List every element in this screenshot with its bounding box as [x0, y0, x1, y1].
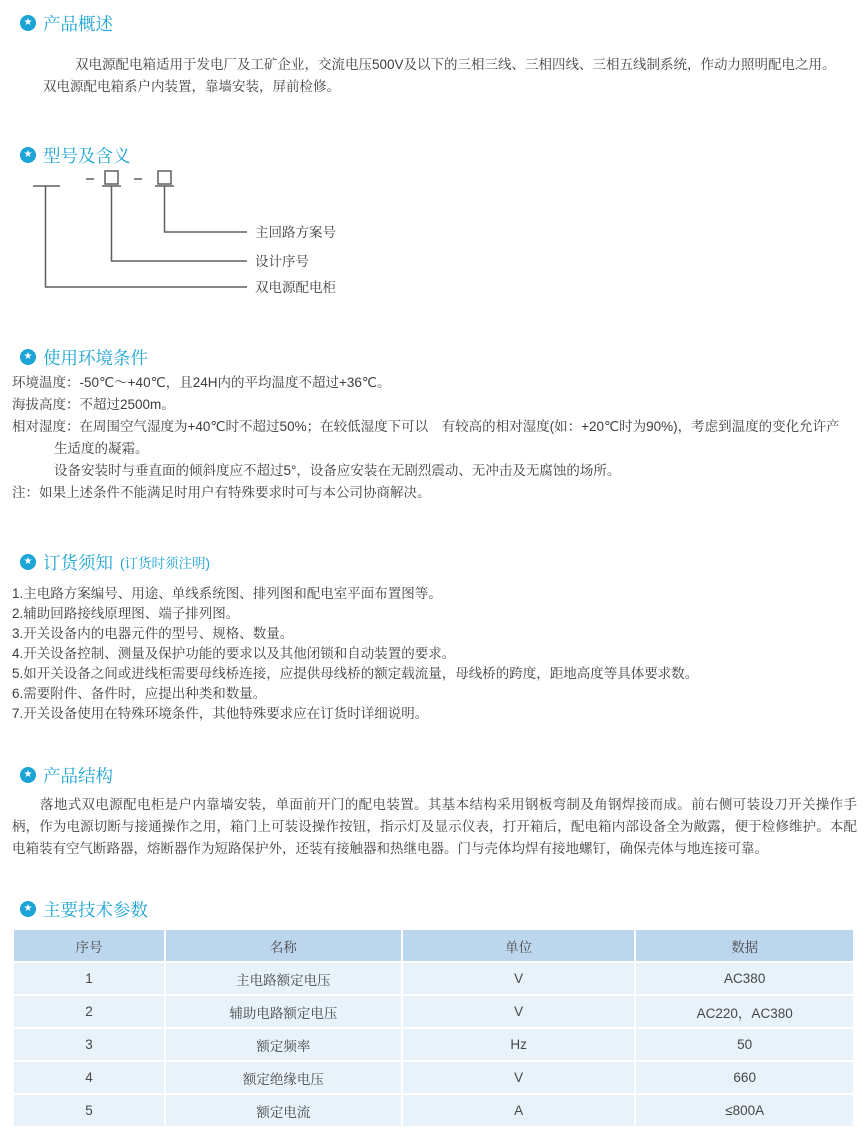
overview-line-2: 双电源配电箱系户内装置，靠墙安装，屏前检修。: [43, 79, 340, 94]
cell-name: 主电路额定电压: [166, 963, 401, 994]
col-header-name: 名称: [166, 930, 401, 961]
section-parameters: [12, 898, 857, 1128]
cell-data: AC220，AC380: [636, 996, 853, 1027]
env-line-temperature: 环境温度：-50℃～+40℃，且24H内的平均温度不超过+36℃。: [12, 375, 391, 390]
env-line-humidity-cont: 生适度的凝霜。: [54, 441, 149, 456]
env-line-humidity: 相对湿度：在周围空气湿度为+40℃时不超过50%；在较低湿度下可以 有较高的相对湿度(如：+20℃时为90%)，考虑到温度的变化允许产: [12, 419, 840, 434]
section-bullet-icon: [20, 767, 36, 783]
section-bullet-icon: [20, 147, 36, 163]
ordering-item: 1.主电路方案编号、用途、单线系统图、排列图和配电室平面布置图等。: [12, 586, 442, 601]
section-ordering: [12, 551, 857, 724]
col-header-index: 序号: [14, 930, 164, 961]
cell-index: 2: [14, 996, 164, 1027]
section-title: 主要技术参数: [43, 899, 148, 920]
section-title: 产品结构: [43, 765, 113, 786]
section-heading-ordering: [12, 551, 857, 573]
section-title: 型号及含义: [43, 145, 131, 166]
section-heading-overview: [12, 12, 857, 34]
col-header-unit: 单位: [403, 930, 635, 961]
table-row: [14, 963, 853, 994]
table-row: [14, 1095, 853, 1126]
cell-data: ≤800A: [636, 1095, 853, 1126]
env-line-altitude: 海拔高度：不超过2500m。: [12, 397, 175, 412]
leader-cabinet: [46, 186, 248, 287]
cell-unit: Hz: [403, 1029, 635, 1060]
cell-index: 3: [14, 1029, 164, 1060]
section-bullet-icon: [20, 554, 36, 570]
star-icon: ★: [23, 556, 33, 567]
ordering-item: 3.开关设备内的电器元件的型号、规格、数量。: [12, 626, 294, 641]
model-designation-diagram: [12, 168, 442, 300]
overview-line-1: 双电源配电箱适用于发电厂及工矿企业，交流电压500V及以下的三相三线、三相四线、三相五线制系统，作动力照明配电之用。: [75, 57, 836, 72]
table-row: [14, 996, 853, 1027]
star-icon: ★: [23, 17, 33, 28]
star-icon: ★: [23, 769, 33, 780]
section-title: 使用环境条件: [43, 347, 148, 368]
cell-data: 50: [636, 1029, 853, 1060]
section-heading-model: [12, 144, 857, 166]
cell-index: 1: [14, 963, 164, 994]
ordering-list: [12, 584, 857, 724]
env-line-note: 注：如果上述条件不能满足时用户有特殊要求时可与本公司协商解决。: [12, 485, 431, 500]
section-overview: [12, 12, 857, 98]
section-structure: [12, 764, 857, 860]
ordering-item: 5.如开关设备之间或进线柜需要母线桥连接，应提供母线桥的额定载流量，母线桥的跨度，距地高度等具体要求数。: [12, 666, 699, 681]
environment-conditions: [12, 372, 857, 504]
section-subtitle: (订货时须注明): [120, 556, 210, 571]
overview-paragraph: [12, 54, 857, 98]
table-row: [14, 1029, 853, 1060]
cell-unit: A: [403, 1095, 635, 1126]
section-heading-environment: [12, 346, 857, 368]
cell-unit: V: [403, 963, 635, 994]
section-title: 订货须知: [43, 552, 113, 573]
structure-paragraph: 落地式双电源配电柜是户内靠墙安装，单面前开门的配电装置。其基本结构采用钢板弯制及角钢焊接而成。前右侧可装设刀开关操作手柄，作为电源切断与接通操作之用，箱门上可装设操作按钮，指示灯及显示仪表，打开箱后，配电箱内部设备全为敞露，便于检修维护。本配电箱装有空气断路器，熔断器作为短路保护外，还装有接触器和热继电器。门与壳体均焊有接地螺钉，确保壳体与地连接可靠。: [12, 797, 857, 856]
cell-unit: V: [403, 1062, 635, 1093]
ordering-item: 6.需要附件、备件时，应提出种类和数量。: [12, 686, 267, 701]
main-circuit-box: [158, 171, 171, 184]
ordering-item: 2.辅助回路接线原理图、端子排列图。: [12, 606, 240, 621]
cell-data: AC380: [636, 963, 853, 994]
diagram-label-main-circuit: 主回路方案号: [255, 225, 336, 240]
cell-name: 额定电流: [166, 1095, 401, 1126]
section-heading-parameters: [12, 898, 857, 920]
cell-name: 额定频率: [166, 1029, 401, 1060]
cell-unit: V: [403, 996, 635, 1027]
diagram-label-cabinet: 双电源配电柜: [255, 280, 336, 295]
section-title: 产品概述: [43, 13, 113, 34]
section-model-designation: [12, 144, 857, 300]
leader-design-serial: [112, 186, 248, 261]
ordering-item: 4.开关设备控制、测量及保护功能的要求以及其他闭锁和自动装置的要求。: [12, 646, 456, 661]
star-icon: ★: [23, 903, 33, 914]
cell-index: 5: [14, 1095, 164, 1126]
section-heading-structure: [12, 764, 857, 786]
section-bullet-icon: [20, 901, 36, 917]
section-bullet-icon: [20, 349, 36, 365]
section-bullet-icon: [20, 15, 36, 31]
cell-name: 辅助电路额定电压: [166, 996, 401, 1027]
env-line-installation: 设备安装时与垂直面的倾斜度应不超过5°，设备应安装在无剧烈震动、无冲击及无腐蚀的场所。: [54, 463, 621, 478]
parameters-table: [12, 928, 855, 1128]
section-environment: [12, 346, 857, 504]
cell-name: 额定绝缘电压: [166, 1062, 401, 1093]
cell-index: 4: [14, 1062, 164, 1093]
cell-data: 660: [636, 1062, 853, 1093]
leader-main-circuit: [165, 186, 248, 232]
table-header-row: [14, 930, 853, 961]
star-icon: ★: [23, 149, 33, 160]
ordering-item: 7.开关设备使用在特殊环境条件，其他特殊要求应在订货时详细说明。: [12, 706, 429, 721]
design-serial-box: [105, 171, 118, 184]
diagram-label-design-serial: 设计序号: [255, 254, 309, 269]
star-icon: ★: [23, 351, 33, 362]
col-header-data: 数据: [636, 930, 853, 961]
table-row: [14, 1062, 853, 1093]
